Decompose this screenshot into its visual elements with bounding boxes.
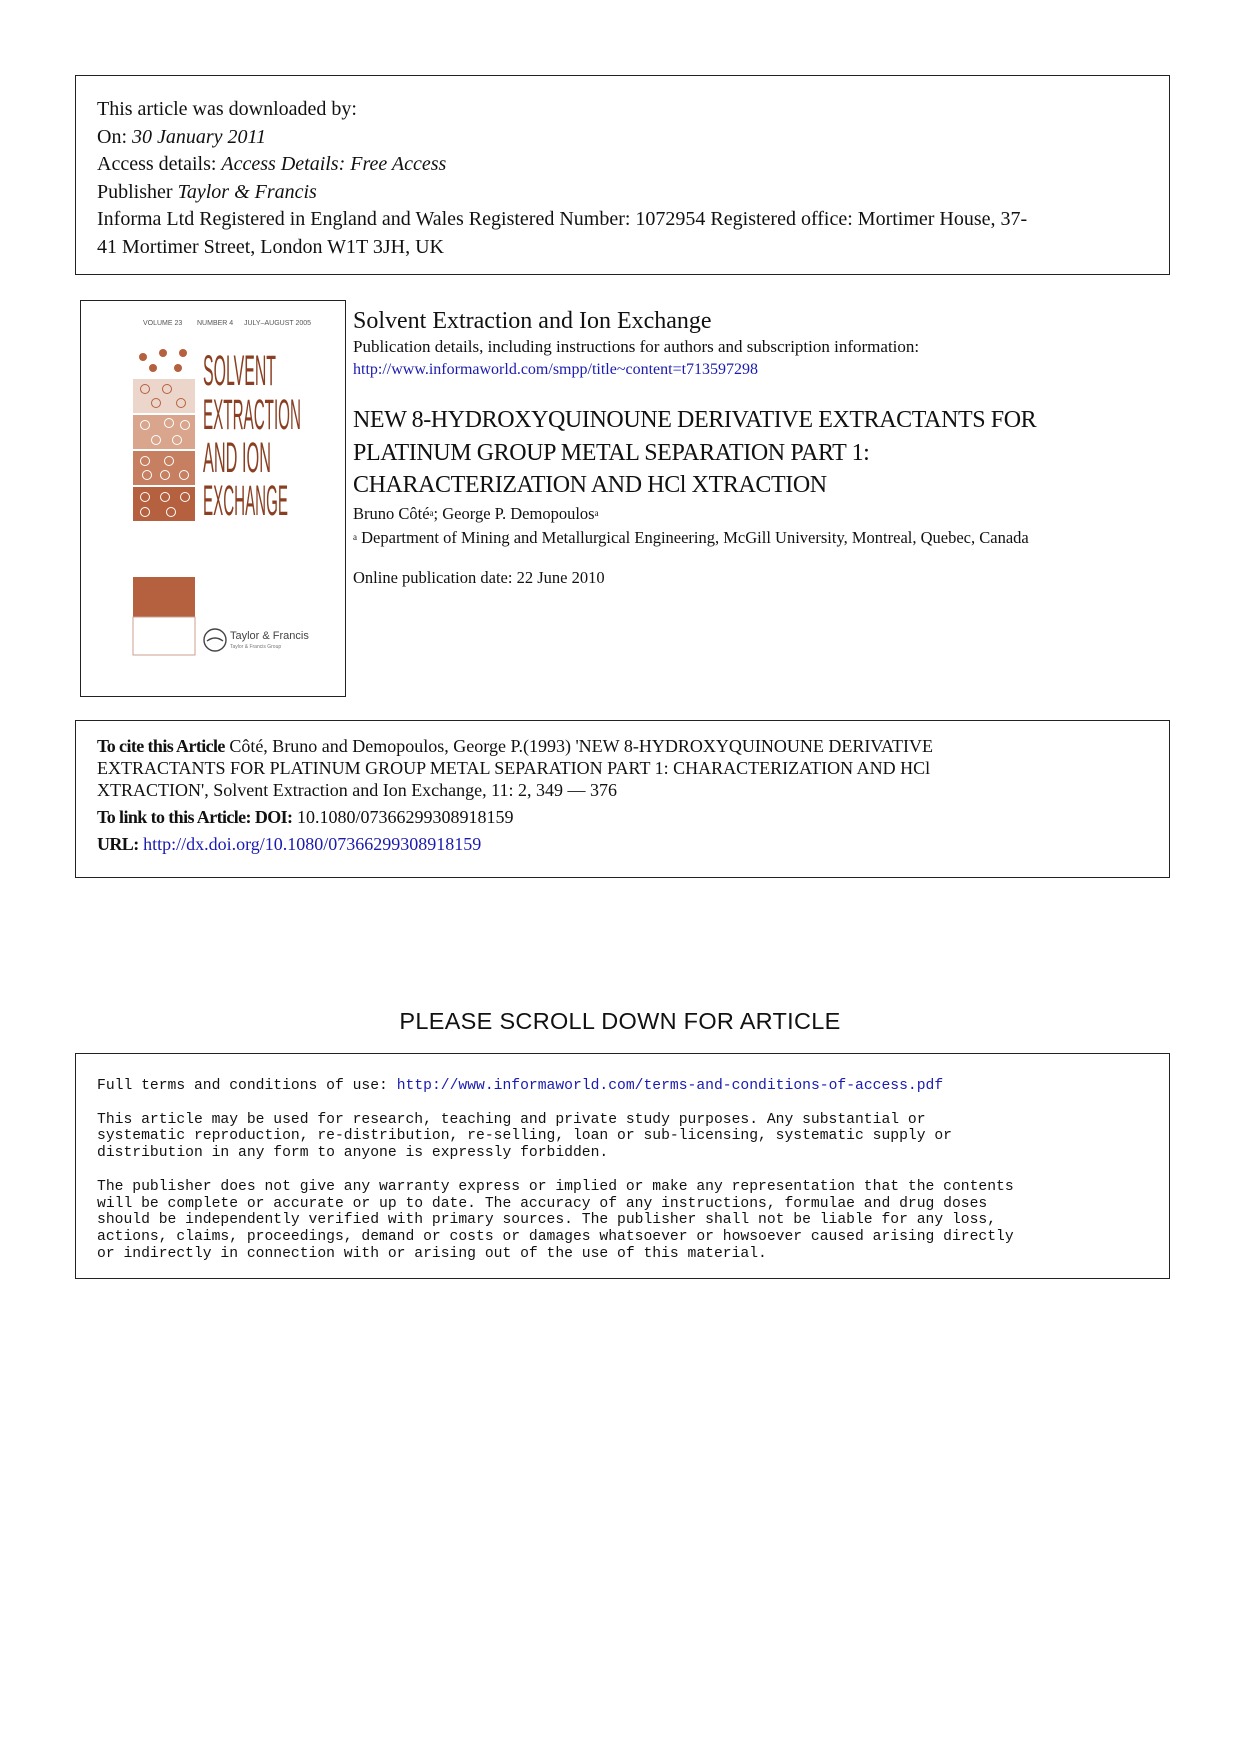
author-2-affil-marker: a [594,507,599,518]
cover-publisher-sub: Taylor & Francis Group [230,644,282,650]
article-title-line-1: NEW 8-HYDROXYQUINOUNE DERIVATIVE EXTRACTANTS FOR [353,407,1037,433]
download-info-box [75,75,1170,275]
cover-publisher: Taylor & Francis [230,630,309,642]
registration-line-2: 41 Mortimer Street, London W1T 3JH, UK [97,235,445,258]
scroll-down-notice: PLEASE SCROLL DOWN FOR ARTICLE [399,1008,841,1034]
publication-details: Publication details, including instructions for authors and subscription information: [353,337,920,356]
terms-label: Full terms and conditions of use: [97,1078,397,1094]
article-title [353,404,1173,502]
author-1-affil-marker: a [429,507,434,518]
cover-number: NUMBER 4 [197,320,234,327]
doi-label: To link to this Article: DOI: [97,807,293,827]
url-row [97,833,1149,855]
registration-line-1: Informa Ltd Registered in England and Wales Registered Number: 1072954 Registered office: Mortimer House, 37- [97,208,1028,230]
journal-url-link[interactable]: http://www.informaworld.com/smpp/title~content=t713597298 [353,361,759,378]
cite-line-3: XTRACTION', Solvent Extraction and Ion Exchange, 11: 2, 349 — 376 [97,780,617,800]
cover-square-4 [133,451,195,485]
journal-cover [80,300,346,697]
affiliation-text: Department of Mining and Metallurgical Engineering, McGill University, Montreal, Quebec, Canada [357,527,1029,547]
terms-row [97,1078,1149,1095]
cite-line-1: Côté, Bruno and Demopoulos, George P.(1993) 'NEW 8-HYDROXYQUINOUNE DERIVATIVE [224,736,933,756]
access-details-label: Access details: [97,153,217,175]
citation-text [97,735,1149,801]
journal-info [353,306,1173,590]
url-label: URL: [97,834,139,854]
publisher-label: Publisher [97,180,173,203]
cover-title-line-2: EXTRACTION [203,391,301,439]
online-publication-date: Online publication date: 22 June 2010 [353,567,605,587]
author-1: Bruno Côté [353,503,430,523]
authors [353,502,1173,526]
author-2: George P. Demopoulos [442,503,595,523]
publisher-row [97,179,1149,207]
download-date-label: On: [97,125,127,148]
cover-volume: VOLUME 23 [143,320,183,327]
cover-lower-block [133,577,195,617]
doi-value: 10.1080/07366299308918159 [292,807,514,827]
cover-title [203,347,301,525]
access-details-value: Access Details: Free Access [221,153,447,175]
cover-square-2 [133,379,195,413]
cite-line-2: EXTRACTANTS FOR PLATINUM GROUP METAL SEPARATION PART 1: CHARACTERIZATION AND HCl [97,758,931,778]
terms-url-link[interactable]: http://www.informaworld.com/terms-and-conditions-of-access.pdf [396,1078,944,1094]
affiliation-marker: a [353,531,357,542]
doi-row [97,806,1149,828]
affiliation [353,526,1173,550]
terms-box [75,1053,1170,1279]
download-date-value: 30 January 2011 [132,125,267,148]
terms-paragraph-1: This article may be used for research, teaching and private study purposes. Any substantial or systematic reproduction, re-distribution, re-selling, loan or sub-licensing, systematic supply or distribution in any form to anyone is expressly forbidden. [97,1111,952,1162]
doi-url-link[interactable]: http://dx.doi.org/10.1080/07366299308918159 [143,834,482,854]
journal-title: Solvent Extraction and Ion Exchange [353,308,712,334]
cover-title-line-3: AND ION [203,434,271,482]
cover-date: JULY–AUGUST 2005 [244,320,312,327]
download-line: This article was downloaded by: [97,98,357,120]
citation-box [75,720,1170,878]
cover-title-line-4: EXCHANGE [203,477,288,525]
publisher-value: Taylor & Francis [177,180,317,203]
access-details-row [97,151,1149,179]
article-title-line-3: CHARACTERIZATION AND HCl XTRACTION [353,472,827,498]
author-separator: ; [433,503,443,523]
cite-label: To cite this Article [97,736,225,756]
cover-title-line-1: SOLVENT [203,347,276,395]
article-title-line-2: PLATINUM GROUP METAL SEPARATION PART 1: [353,439,870,466]
journal-cover-image [81,301,344,695]
download-date-row [97,124,1149,152]
terms-paragraph-2: The publisher does not give any warranty express or implied or make any representation that the contents will be complete or accurate or up to date. The accuracy of any instructions, formulae and drug doses should be independently verified with primary sources. The publisher shall not be liable for any loss, actions, claims, proceedings, demand or costs or damages whatsoever or howsoever caused arising directly or indirectly in connection with or arising out of the use of this material. [97,1178,1014,1262]
